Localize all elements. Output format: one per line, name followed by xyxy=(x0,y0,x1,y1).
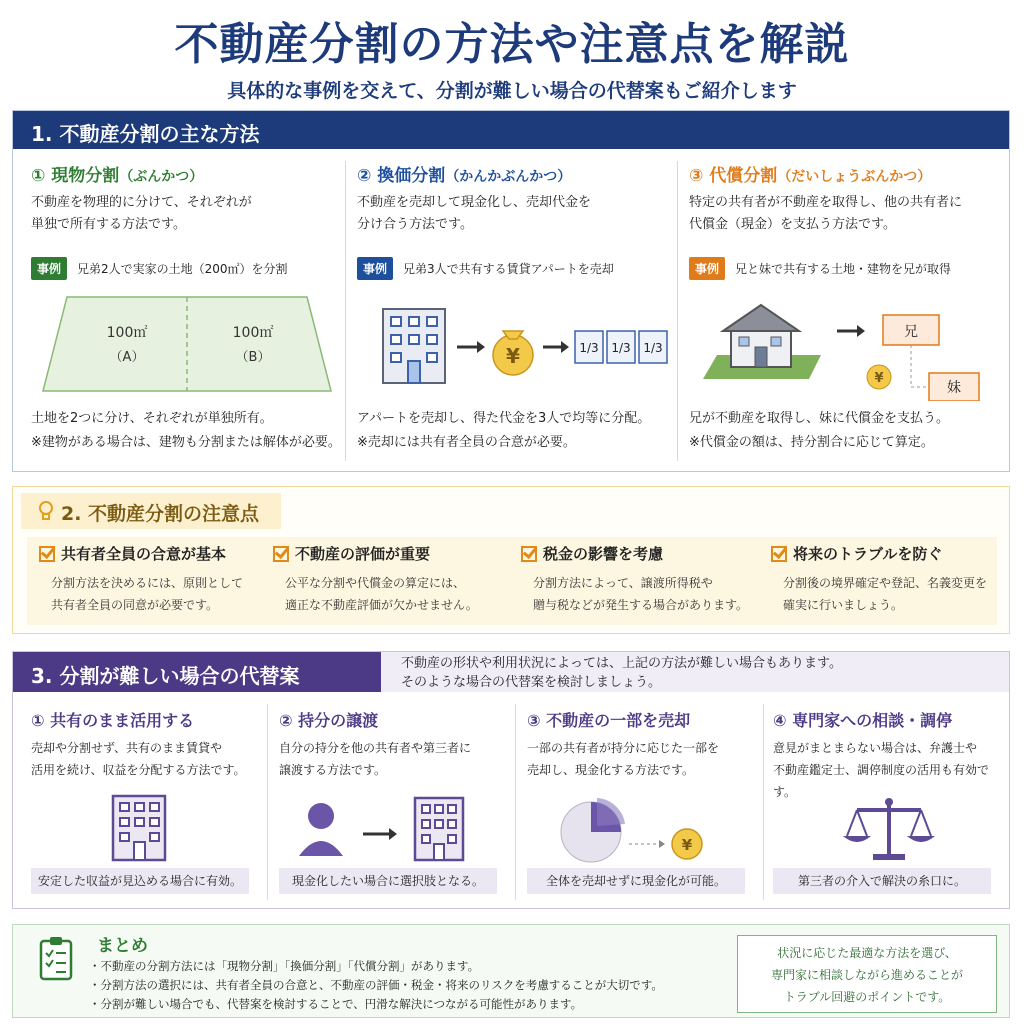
alternative-badge: 現金化したい場合に選択肢となる。 xyxy=(279,868,497,894)
summary-title: まとめ xyxy=(97,936,148,956)
person-icon xyxy=(299,803,343,856)
svg-text:1/3: 1/3 xyxy=(643,341,663,355)
summary-callout: 状況に応じた最適な方法を選び、 専門家に相談しながら進めることが トラブル回避のポイントです。 xyxy=(737,935,997,1013)
svg-text:¥: ¥ xyxy=(506,344,520,368)
svg-text:1/3: 1/3 xyxy=(579,341,599,355)
pie-chart-icon xyxy=(561,798,625,862)
money-bag-icon xyxy=(493,331,533,375)
section-lead: 不動産の形状や利用状況によっては、上記の方法が難しい場合もあります。 そのような場合の代替案を検討しましょう。 xyxy=(381,652,1009,692)
plot-b-label: （B） xyxy=(235,350,271,365)
divider xyxy=(763,704,764,900)
divider xyxy=(345,161,346,461)
house-icon xyxy=(703,305,821,379)
arrow-right-icon xyxy=(363,828,397,840)
example-row xyxy=(357,257,614,280)
method-conversion-division xyxy=(357,161,675,461)
checkbox-icon xyxy=(521,546,537,562)
divider xyxy=(515,704,516,900)
example-tag: 事例 xyxy=(31,257,67,280)
alternative-item: ③ 不動産の一部を売却 一部の共有者が持分に応じた一部を 売却し、現金化する方法です。 ¥ 全体を売却せずに現金化が可能。 xyxy=(527,708,759,898)
sale-illustration xyxy=(357,291,675,401)
arrow-right-icon xyxy=(837,325,865,337)
partial-sale-illustration xyxy=(527,790,759,866)
alternative-item: ② 持分の譲渡 自分の持分を他の共有者や第三者に 譲渡する方法です。 現金化したい場合に選択肢となる。 xyxy=(279,708,511,898)
svg-text:1/3: 1/3 xyxy=(611,341,631,355)
divider xyxy=(267,704,268,900)
alternative-item: ① 共有のまま活用する 売却や分割せず、共有のまま賃貸や 活用を続け、収益を分配する方法です。 安定した収益が見込める場合に有効。 xyxy=(31,708,263,898)
example-row xyxy=(689,257,951,280)
svg-text:¥: ¥ xyxy=(681,836,693,854)
plot-a-area: 100㎡ xyxy=(106,325,148,341)
method-description: 不動産を売却して現金化し、売却代金を 分け合う方法です。 xyxy=(357,195,592,232)
apartment-building-icon xyxy=(383,309,445,383)
method-description: 特定の共有者が不動産を取得し、他の共有者に 代償金（現金）を支払う方法です。 xyxy=(689,195,963,232)
method-title: ② 換価分割（かんかぶんかつ） xyxy=(357,166,572,186)
checkbox-icon xyxy=(273,546,289,562)
alternative-badge: 全体を売却せずに現金化が可能。 xyxy=(527,868,745,894)
arrow-right-icon xyxy=(543,341,569,353)
compensation-illustration xyxy=(689,291,1007,401)
section-methods xyxy=(12,110,1010,472)
building-icon xyxy=(415,798,463,860)
list-item: ・ 分割が難しい場合でも、代替案を検討することで、円滑な解決につながる可能性があります。 xyxy=(89,995,663,1014)
clipboard-icon xyxy=(37,935,77,985)
tips-panel xyxy=(27,537,997,625)
example-tag: 事例 xyxy=(689,257,725,280)
section-heading: 1. 不動産分割の主な方法 xyxy=(13,111,1009,149)
section-alternatives xyxy=(12,651,1010,909)
land-split-illustration xyxy=(31,291,349,401)
building-icon xyxy=(31,790,263,866)
yen-coin-icon xyxy=(672,829,702,859)
section-precautions xyxy=(12,486,1010,634)
method-notes: アパートを売却し、得た代金を3人で均等に分配。 ※売却には共有者全員の合意が必要。 xyxy=(357,411,651,450)
checkbox-icon xyxy=(39,546,55,562)
alternative-badge: 安定した収益が見込める場合に有効。 xyxy=(31,868,249,894)
page-subtitle: 具体的な事例を交えて、分割が難しい場合の代替案もご紹介します xyxy=(227,80,797,102)
share-cards xyxy=(575,331,667,363)
section-heading: 2. 不動産分割の注意点 xyxy=(21,493,281,529)
summary-list xyxy=(89,957,663,1014)
lightbulb-icon xyxy=(35,499,57,528)
method-notes: 土地を2つに分け、それぞれが単独所有。 ※建物がある場合は、建物も分割または解体が必要。 xyxy=(31,411,341,450)
method-title: ① 現物分割（ぶんかつ） xyxy=(31,166,204,186)
tip-item: 税金の影響を考慮 分割方法によって、譲渡所得税や 贈与税などが発生する場合があります。 xyxy=(521,543,756,616)
plot-b-area: 100㎡ xyxy=(232,325,274,341)
checkbox-icon xyxy=(771,546,787,562)
tip-item: 共有者全員の合意が基本 分割方法を決めるには、原則として 共有者全員の同意が必要です。 xyxy=(39,543,274,616)
sister-label: 妹 xyxy=(947,380,961,396)
divider xyxy=(677,161,678,461)
example-text: 兄弟2人で実家の土地（200㎡）を分割 xyxy=(77,262,288,276)
method-title: ③ 代償分割（だいしょうぶんかつ） xyxy=(689,166,932,186)
summary-panel xyxy=(12,924,1010,1018)
example-text: 兄弟3人で共有する賃貸アパートを売却 xyxy=(403,262,614,276)
alternative-item: ④ 専門家への相談・調停 意見がまとまらない場合は、弁護士や 不動産鑑定士、調停制度の活用も有効です。 第三者の介入で解決の糸口に。 xyxy=(773,708,1005,898)
brother-label: 兄 xyxy=(904,324,918,340)
arrow-right-icon xyxy=(457,341,485,353)
page-title: 不動産分割の方法や注意点を解説 xyxy=(174,19,850,70)
section-heading: 3. 分割が難しい場合の代替案 xyxy=(13,652,381,692)
method-compensation-division xyxy=(689,161,1007,461)
example-tag: 事例 xyxy=(357,257,393,280)
svg-text:¥: ¥ xyxy=(874,371,884,386)
example-text: 兄と妹で共有する土地・建物を兄が取得 xyxy=(735,262,952,276)
plot-a-label: （A） xyxy=(109,350,145,365)
list-item: ・ 不動産の分割方法には「現物分割」「換価分割」「代償分割」があります。 xyxy=(89,957,663,976)
scales-icon xyxy=(773,790,1005,866)
transfer-illustration xyxy=(279,790,511,866)
tip-item: 不動産の評価が重要 公平な分割や代償金の算定には、 適正な不動産評価が欠かせません。 xyxy=(273,543,508,616)
alternative-badge: 第三者の介入で解決の糸口に。 xyxy=(773,868,991,894)
list-item: ・ 分割方法の選択には、共有者全員の合意と、不動産の評価・税金・将来のリスクを考慮することが大切です。 xyxy=(89,976,663,995)
tip-item: 将来のトラブルを防ぐ 分割後の境界確定や登記、名義変更を 確実に行いましょう。 xyxy=(771,543,1006,616)
method-physical-division xyxy=(31,161,349,461)
method-notes: 兄が不動産を取得し、妹に代償金を支払う。 ※代償金の額は、持分割合に応じて算定。 xyxy=(689,411,950,450)
example-row xyxy=(31,257,288,280)
method-description: 不動産を物理的に分けて、それぞれが 単独で所有する方法です。 xyxy=(31,195,252,232)
